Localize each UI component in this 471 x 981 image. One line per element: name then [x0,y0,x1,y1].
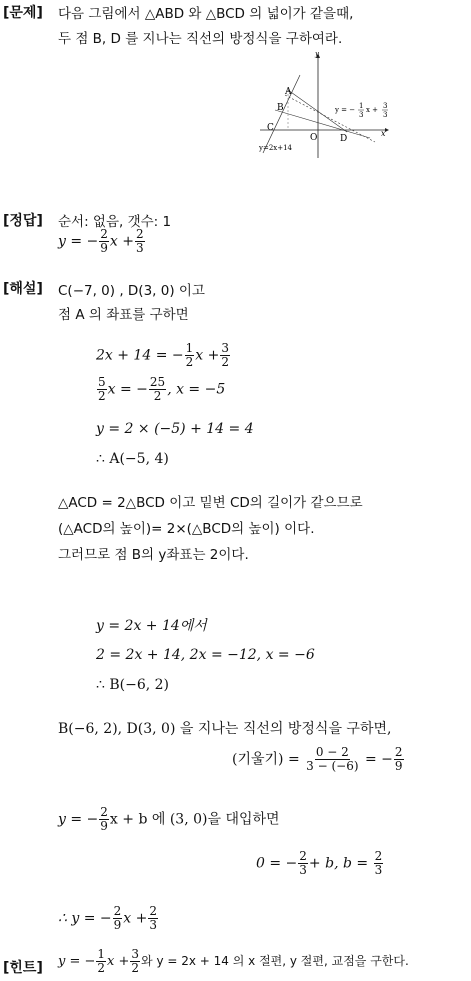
coordinate-figure [255,50,395,160]
answer-frac-2: $\frac{2}{3}$ [136,227,144,255]
answer-line-1: 순서: 없음, 갯수: 1 [58,214,172,230]
solution-line-15: y = − $\frac{2}{9}$ x + b 에 (3, 0)을 대입하면 [58,805,280,833]
solution-line-2: 점 A 의 좌표를 구하면 [58,307,189,323]
solution-tag: [해설] [3,281,43,297]
answer-eq-mid: x + [109,233,134,250]
problem-line-2: 두 점 B, D 를 지나는 직선의 방정식을 구하여라. [58,31,343,47]
line1-frac1-den: 3 [359,111,364,119]
hint-line: y = − $\frac{1}{2}$ x + $\frac{3}{2}$ 와 y = 2x + 14 의 x 절편, y 절편, 교점을 구한다. [58,947,409,975]
answer-frac-1: $\frac{2}{9}$ [100,227,108,255]
solution-line-4: $\frac{5}{2}$ x = − $\frac{25}{2}$ , x = −5 [98,375,226,403]
problem-tag: [문제] [3,5,43,21]
solution-line-5: y = 2 × (−5) + 14 = 4 [96,421,254,437]
label-c: C [267,123,274,133]
solution-line-3: 2x + 14 = − $\frac{1}{2}$ x + $\frac{3}{2}$ [96,341,229,369]
line1-frac1-num: 1 [359,102,364,110]
label-a: A [285,87,292,97]
x-axis-arrow [385,128,389,132]
problem-line-1: 다음 그림에서 △ABD 와 △BCD 의 넓이가 같을때, [58,6,354,22]
solution-line-17: ∴ y = − $\frac{2}{9}$ x + $\frac{2}{3}$ [58,904,157,932]
answer-tag: [정답] [3,213,43,229]
label-d: D [340,134,348,144]
label-x: x [381,129,386,138]
solution-line-8: (△ACD의 높이)= 2×(△BCD의 높이) 이다. [58,521,315,537]
solution-line-16: 0 = − $\frac{2}{3}$ + b, b = $\frac{2}{3}$ [256,849,383,877]
hint-tag: [힌트] [3,960,43,976]
line1-label-prefix: y = − [335,106,356,114]
solution-line-12: ∴ B(−6, 2) [96,677,170,693]
solution-line-11: 2 = 2x + 14, 2x = −12, x = −6 [96,647,315,663]
solution-line-13: B(−6, 2), D(3, 0) 을 지나는 직선의 방정식을 구하면, [58,721,392,737]
line2-label: y=2x+14 [259,144,292,152]
solution-line-14: (기울기) = $\frac{0 - 2}{3 - (-6)}$ = − $\frac{2}{9}$ [232,745,403,773]
answer-eq-lhs: y = − [58,233,99,250]
label-o: O [310,133,318,143]
solution-line-6: ∴ A(−5, 4) [96,451,169,467]
label-y: y [315,50,319,58]
solution-line-10: y = 2x + 14에서 [96,618,207,634]
label-b: B [277,103,284,113]
line1-mid: x + [366,106,379,114]
solution-line-1: C(−7, 0) , D(3, 0) 이고 [58,283,205,299]
line1-frac2-num: 3 [383,102,388,110]
line1-frac2-den: 3 [383,111,388,119]
line-2x-plus-14 [263,75,300,153]
answer-equation [58,228,146,255]
solution-line-9: 그러므로 점 B의 y좌표는 2이다. [58,547,249,563]
solution-line-7: △ACD = 2△BCD 이고 밑변 CD의 길이가 같으므로 [58,495,363,511]
